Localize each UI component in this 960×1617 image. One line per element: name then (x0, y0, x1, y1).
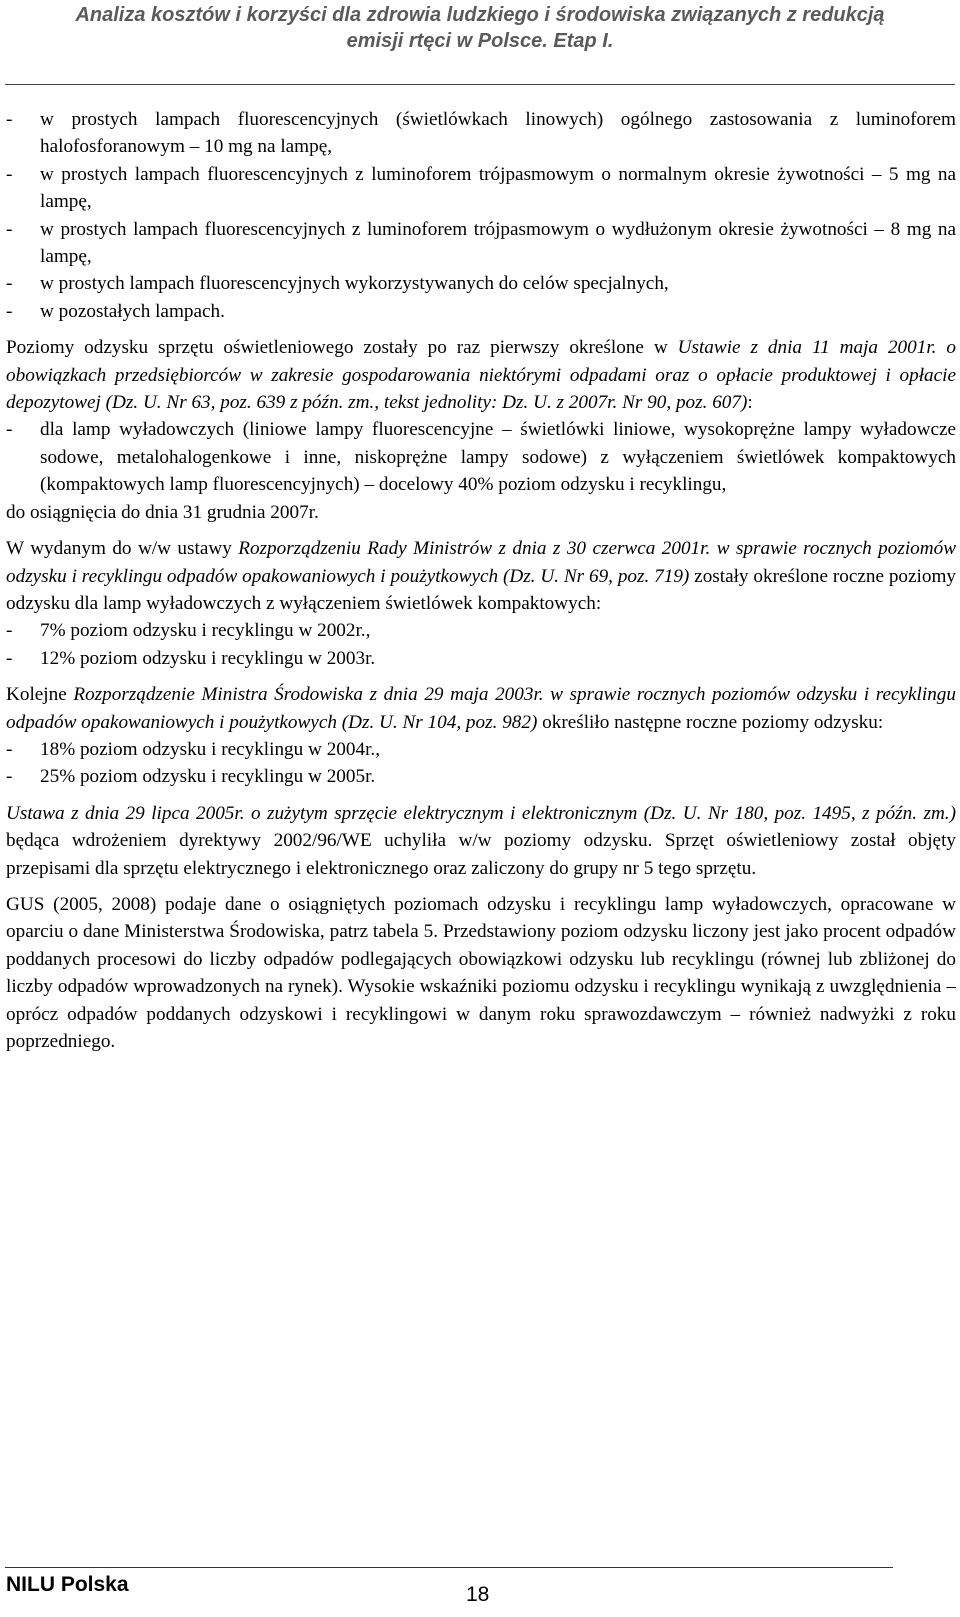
list-item: - 25% poziom odzysku i recyklingu w 2005r. (6, 763, 956, 790)
dash: - (6, 163, 13, 185)
paragraph-act-2005: Ustawa z dnia 29 lipca 2005r. o zużytym sprzęcie elektrycznym i elektronicznym (Dz. U. Nr 180, poz. 1495, z późn. zm.) będąca wdrożeniem dyrektywy 2002/96/WE uchyliła w/w poziomy odzysku. Sprzęt oświetleniowy został objęty przepisami dla sprzętu elektrycznego i elektronicznego oraz zaliczony do grupy nr 5 tego sprzętu. (6, 802, 956, 879)
dash: - (6, 109, 13, 130)
document-body (6, 106, 956, 1055)
dash: - (6, 647, 13, 669)
list-item: - 12% poziom odzysku i recyklingu w 2003r. (6, 645, 956, 672)
list-item: - 7% poziom odzysku i recyklingu w 2002r., (6, 617, 956, 644)
list-item: - 18% poziom odzysku i recyklingu w 2004r., (6, 736, 956, 763)
dash: - (6, 620, 13, 642)
header-line-2: emisji rtęci w Polsce. Etap I. (346, 30, 614, 52)
dash: - (6, 300, 13, 322)
dash: - (6, 273, 13, 295)
paragraph-regulation-2001: W wydanym do w/w ustawy Rozporządzeniu Rady Ministrów z dnia z 30 czerwca 2001r. w sprawie rocznych poziomów odzysku i recyklingu odpadów opakowaniowych i poużytkowych (Dz. U. Nr 69, poz. 719) zostały określone roczne poziomy odzysku dla lamp wyładowczych z wyłączeniem świetlówek kompaktowych: (6, 538, 956, 614)
paragraph-deadline: do osiągnięcia do dnia 31 grudnia 2007r. (6, 501, 319, 523)
paragraph-regulation-2003: Kolejne Rozporządzenie Ministra Środowiska z dnia 29 maja 2003r. w sprawie rocznych poziomów odzysku i recyklingu odpadów opakowaniowych i poużytkowych (Dz. U. Nr 104, poz. 982) określiło następne roczne poziomy odzysku: (6, 684, 956, 733)
header-line-1: Analiza kosztów i korzyści dla zdrowia ludzkiego i środowiska związanych z redukcją (75, 4, 885, 26)
dash: - (6, 766, 13, 788)
running-header (0, 0, 960, 54)
footer-organization: NILU Polska (6, 1573, 129, 1596)
dash: - (6, 419, 13, 441)
dash: - (6, 738, 13, 760)
paragraph-recovery-levels: Poziomy odzysku sprzętu oświetleniowego zostały po raz pierwszy określone w Ustawie z dnia 11 maja 2001r. o obowiązkach przedsiębiorców w zakresie gospodarowania niektórymi odpadami oraz o opłacie produktowej i opłacie depozytowej (Dz. U. Nr 63, poz. 639 z późn. zm., tekst jednolity: Dz. U. z 2007r. Nr 90, poz. 607): (6, 337, 956, 414)
header-rule (5, 84, 955, 85)
page-number: 18 (466, 1583, 490, 1606)
list-item: - w prostych lampach fluorescencyjnych wykorzystywanych do celów specjalnych, (6, 270, 956, 297)
paragraph-gus: GUS (2005, 2008) podaje dane o osiągniętych poziomach odzysku i recyklingu lamp wyładowczych, opracowane w oparciu o dane Ministerstwa Środowiska, patrz tabela 5. Przedstawiony poziom odzysku liczony jest jako procent odpadów poddanych procesowi do liczby odpadów podlegających obowiązkowi odzysku lub recyklingu (równej lub zbliżonej do liczby odpadów wprowadzonych na rynek). Wysokie wskaźniki poziomu odzysku i recyklingu wynikają z uwzględnienia – oprócz odpadów poddanych odzyskowi i recyklingowi w danym roku sprawozdawczym – również nadwyżki z roku poprzedniego. (6, 893, 956, 1052)
dash: - (6, 218, 13, 240)
footer-rule (5, 1567, 893, 1568)
list-item: - w prostych lampach fluorescencyjnych z luminoforem trójpasmowym o wydłużonym okresie żywotności – 8 mg na lampę, (6, 216, 956, 271)
list-item: - w pozostałych lampach. (6, 298, 956, 325)
list-item: - w prostych lampach fluorescencyjnych (świetlówkach linowych) ogólnego zastosowania z luminoforem halofosforanowym – 10 mg na lampę, (6, 106, 956, 161)
list-item: - w prostych lampach fluorescencyjnych z luminoforem trójpasmowym o normalnym okresie żywotności – 5 mg na lampę, (6, 161, 956, 216)
list-item: - dla lamp wyładowczych (liniowe lampy fluorescencyjne – świetlówki liniowe, wysokoprężne lampy wyładowcze sodowe, metalohalogenkowe i inne, niskoprężne lampy sodowe) z wyłączeniem świetlówek kompaktowych (kompaktowych lamp fluorescencyjnych) – docelowy 40% poziom odzysku i recyklingu, (6, 416, 956, 498)
